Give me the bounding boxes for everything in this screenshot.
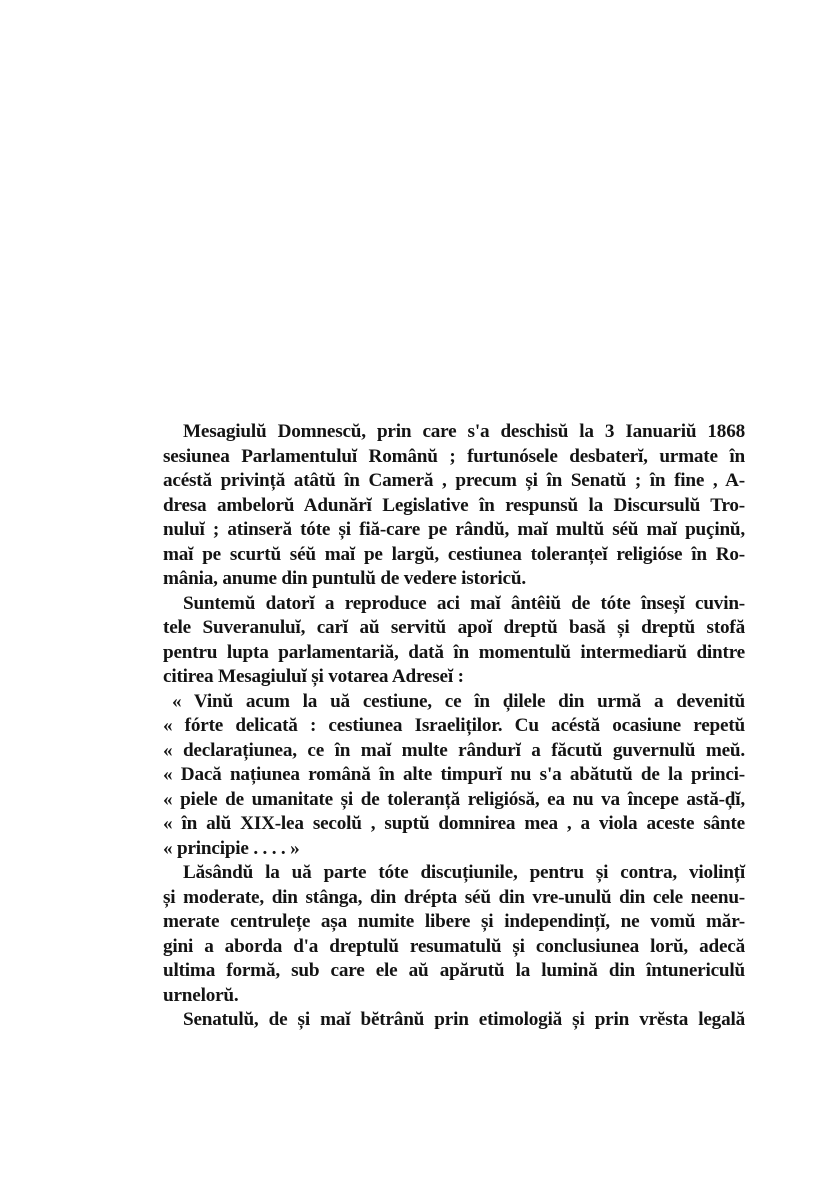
text-line: Suntemŭ datorĭ a reproduce aci maĭ ântêiŭ de tóte înseșĭ cuvin- [183,592,745,614]
text-line: maĭ pe scurtŭ séŭ maĭ pe largŭ, cestiunea toleranțeĭ religióse în Ro- [163,543,745,565]
quote-line: « principie . . . . » [163,837,300,859]
text-line: dresa ambelorŭ Adunărĭ Legislative în respunsŭ la Discursulŭ Tro- [163,494,745,516]
text-line: pentru lupta parlamentariă, dată în momentulŭ intermediarŭ dintre [163,641,745,663]
text-line: ultima formă, sub care ele aŭ apărutŭ la lumină din întunericulŭ [163,960,745,981]
text-line: tele Suveranuluĭ, carĭ aŭ servitŭ apoĭ dreptŭ basă și dreptŭ stofă [163,617,745,638]
text-line: nuluĭ ; atinseră tóte și fiă-care pe rândŭ, maĭ multŭ séŭ maĭ puçinŭ, [163,519,745,540]
text-line: și moderate, din stânga, din drépta séŭ din vre-unulŭ din cele neenu- [163,886,745,908]
text-line: citirea Mesagiuluĭ și votarea Adreseĭ : [163,666,464,687]
quote-line: « în alŭ XIX-lea secolŭ , suptŭ domnirea mea , a viola aceste sânte [163,813,745,834]
page-text [163,420,745,1033]
quote-line: « Dacă națiunea română în alte timpurĭ nu s'a abătutŭ de la princi- [163,764,745,785]
quote-line: « fórte delicată : cestiunea Israeliților. Cu acéstă ocasiune repetŭ [163,715,745,736]
text-line: merate centrulețe așa numite libere și independințĭ, ne vomŭ măr- [163,911,745,932]
text-line: Mesagiulŭ Domnescŭ, prin care s'a deschisŭ la 3 Ianuariŭ 1868 [183,421,745,442]
text-line: sesiunea Parlamentuluĭ Românŭ ; furtunósele desbaterĭ, urmate în [163,445,745,467]
text-line: mânia, anume din puntulŭ de vedere istoricŭ. [163,568,526,589]
text-line: gini a aborda d'a dreptulŭ resumatulŭ și conclusiunea lorŭ, adecă [163,935,745,957]
text-line: Senatulŭ, de și maĭ bĕtrânŭ prin etimologiă și prin vrĕsta legală [183,1009,745,1030]
quote-line: « declarațiunea, ce în maĭ multe rândurĭ a făcutŭ guvernulŭ meŭ. [163,739,745,761]
text-line: acéstă privință atâtŭ în Cameră , precum și în Senatŭ ; în fine , A- [163,470,745,491]
quote-line: « piele de umanitate și de toleranță religiósă, ea nu va începe astă-ḑĭ, [163,788,745,810]
text-line: Lăsândŭ la uă parte tóte discuțiunile, pentru și contra, violințĭ [183,862,745,883]
quote-line: « Vinŭ acum la uă cestiune, ce în ḑilele din urmă a devenitŭ [172,690,745,712]
text-line: urnelorŭ. [163,984,239,1006]
